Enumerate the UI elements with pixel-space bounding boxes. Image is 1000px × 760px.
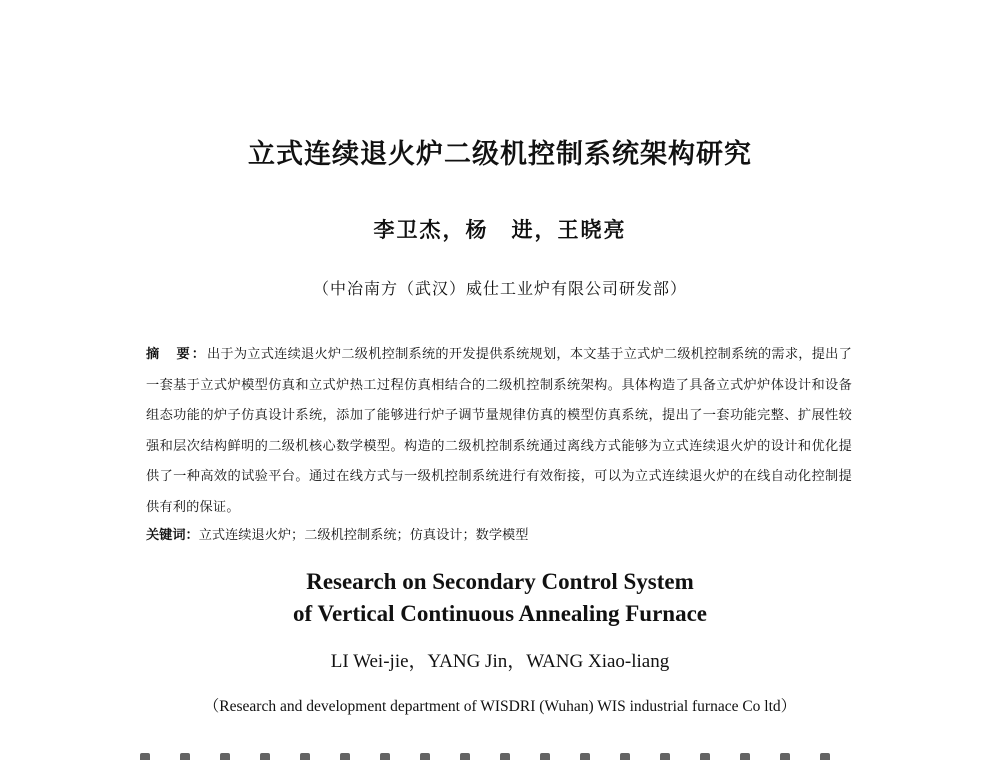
- chinese-title: 立式连续退火炉二级机控制系统架构研究: [248, 139, 752, 170]
- english-title-line-2: of Vertical Continuous Annealing Furnace: [292, 601, 708, 626]
- english-title-line-1: Research on Secondary Control System: [306, 569, 694, 594]
- abstract-text: 出于为立式连续退火炉二级机控制系统的开发提供系统规划，本文基于立式炉二级机控制系统的需求，提出了一套基于立式炉模型仿真和立式炉热工过程仿真相结合的二级机控制系统架构。具体构造了具备立式炉炉体设计和设备组态功能的炉子仿真设计系统，添加了能够进行炉子调节量规律仿真的模型仿真系统，提出了一套功能完整、扩展性较强和层次结构鲜明的二级机核心数学模型。构造的二级机控制系统通过离线方式能够为立式连续退火炉的设计和优化提供了一种高效的试验平台。通过在线方式与一级机控制系统进行有效衔接，可以为立式连续退火炉的在线自动化控制提供有利的保证。: [146, 347, 852, 515]
- cropped-text-line: [140, 752, 860, 760]
- english-affiliation: （Research and development department of WISDRI (Wuhan) WIS industrial furnace Co ltd）: [203, 698, 797, 715]
- chinese-authors: 李卫杰，杨 进，王晓亮: [373, 217, 627, 242]
- keywords-text: 立式连续退火炉；二级机控制系统；仿真设计；数学模型: [198, 528, 529, 543]
- chinese-affiliation: （中冶南方（武汉）威仕工业炉有限公司研发部）: [312, 279, 687, 298]
- chinese-abstract: [146, 340, 852, 524]
- abstract-label: 摘 要：: [146, 347, 207, 362]
- chinese-keywords: [146, 523, 852, 549]
- keywords-label: 关键词：: [146, 528, 199, 543]
- english-authors: LI Wei-jie，YANG Jin，WANG Xiao-liang: [330, 651, 670, 672]
- english-title: [0, 566, 1000, 630]
